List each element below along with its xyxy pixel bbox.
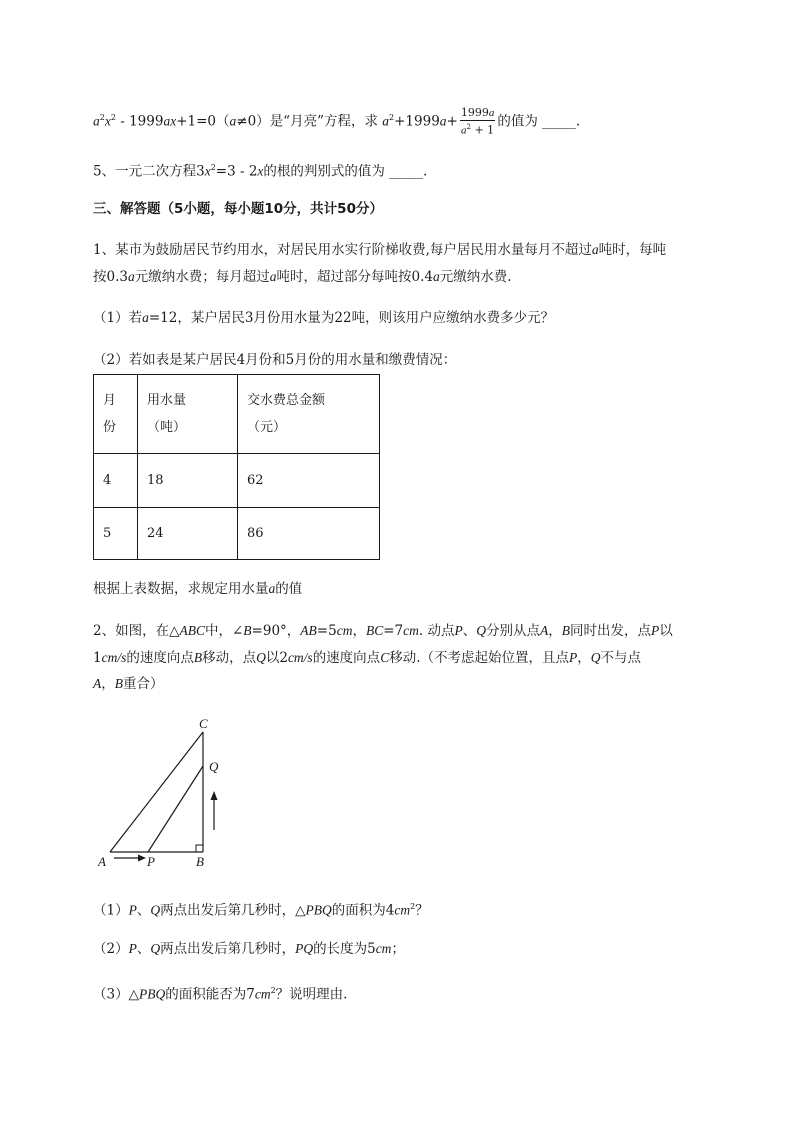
- var-a: a: [439, 113, 447, 129]
- text: 的值为 _____.: [497, 113, 581, 130]
- header-usage: [138, 375, 238, 454]
- text: 2、如图，在△: [93, 623, 180, 639]
- text: （2）: [93, 941, 129, 957]
- header-fee: [238, 375, 380, 454]
- text: =12，某户居民3月份用水量为22吨，则该用户应缴纳水费多少元？: [148, 310, 555, 326]
- segment-PQ: [148, 766, 203, 852]
- den-rest: + 1: [470, 123, 495, 137]
- text: ，: [352, 623, 366, 639]
- p2-line-1: [93, 621, 673, 641]
- text: 重合）: [123, 676, 164, 692]
- unit: cm: [403, 623, 419, 638]
- text: . 动点: [418, 623, 455, 639]
- var-a: a: [269, 269, 277, 284]
- superscript: 2: [270, 986, 276, 995]
- fraction: [460, 106, 496, 138]
- label-C: C: [199, 716, 208, 731]
- p1-sub2: （2）若如表是某户居民4月份和5月份的用水量和缴费情况：: [93, 352, 457, 368]
- text: 吨时，每吨: [598, 242, 667, 258]
- var: PQ: [295, 941, 314, 956]
- text: 两点出发后第几秒时，△: [160, 902, 306, 919]
- text: ？: [415, 902, 429, 919]
- header-text: 月: [103, 393, 117, 408]
- text: 根据上表数据，求规定用水量: [93, 581, 269, 597]
- text: 移动.（不考虑起始位置，且点: [389, 650, 569, 666]
- triangle-figure: [90, 712, 240, 872]
- text: 的速度向点: [312, 650, 381, 666]
- text: 的面积能否为7: [165, 986, 255, 1003]
- header-text: （元）: [247, 420, 287, 435]
- text: =5: [316, 623, 337, 639]
- text: 元缴纳水费；每月超过: [134, 269, 270, 285]
- text: ≠0）是“月亮”方程，求: [236, 113, 383, 130]
- cell-fee: 62: [238, 454, 380, 508]
- var-x: x: [204, 163, 211, 179]
- var: P: [569, 650, 578, 665]
- cell-month: 5: [94, 508, 138, 560]
- text: ，: [548, 623, 562, 639]
- var: A: [539, 623, 549, 638]
- text: =90°，: [251, 623, 301, 639]
- fraction-numerator: [460, 106, 496, 121]
- text: +1=0（: [176, 113, 230, 130]
- p1-sub1: [93, 308, 554, 328]
- arrow-p-head: [138, 855, 146, 862]
- p2-line-2: [93, 648, 641, 668]
- var: AB: [300, 623, 317, 638]
- table-header-row: [94, 375, 380, 454]
- cell-fee: 86: [238, 508, 380, 560]
- var: ABC: [179, 623, 205, 638]
- var: C: [380, 650, 390, 665]
- text: ，: [577, 650, 591, 666]
- text: 同时出发，点: [569, 623, 651, 639]
- text: 5、一元二次方程3: [93, 163, 205, 180]
- q4-line: [93, 106, 580, 138]
- label-B: B: [196, 854, 204, 869]
- text: 、: [136, 902, 151, 919]
- var: Q: [256, 650, 266, 665]
- text: ；: [391, 941, 405, 957]
- label-P: P: [147, 854, 155, 869]
- text: 吨时，超过部分每吨按0.4: [276, 269, 433, 285]
- unit: cm/s: [287, 650, 313, 665]
- var: Q: [150, 902, 161, 918]
- var-a: a: [488, 107, 495, 119]
- text: 不与点: [600, 650, 641, 666]
- text: =7: [383, 623, 404, 639]
- var-x: x: [170, 113, 177, 129]
- var-a: a: [268, 581, 276, 596]
- text: - 1999: [115, 113, 164, 130]
- superscript: 2: [99, 112, 105, 122]
- text: 移动，点: [202, 650, 257, 666]
- q5-line: [93, 158, 427, 182]
- text: 两点出发后第几秒时，: [160, 941, 296, 957]
- p2-sub1: [93, 897, 429, 921]
- var: B: [193, 650, 203, 665]
- text: 的根的判别式的值为 _____.: [263, 163, 428, 180]
- text: （3）△: [93, 986, 139, 1003]
- var-a: a: [461, 124, 467, 137]
- header-text: 交水费总金额: [247, 393, 326, 408]
- text: 的长度为5: [313, 941, 376, 957]
- table-row: [94, 508, 380, 560]
- section-heading: 三、解答题（5小题，每小题10分，共计50分）: [93, 201, 383, 217]
- var-x: x: [257, 163, 264, 179]
- text: 1、某市为鼓励居民节约用水，对居民用水实行阶梯收费,每户居民用水量每月不超过: [93, 242, 592, 258]
- p1-line-1: [93, 240, 666, 260]
- text: 的速度向点: [126, 650, 194, 666]
- var: PBQ: [305, 902, 332, 918]
- var: PBQ: [138, 986, 166, 1002]
- label-Q: Q: [209, 759, 219, 774]
- cell-usage: 18: [138, 454, 238, 508]
- num-digits: 1999: [460, 106, 489, 119]
- table-row: [94, 454, 380, 508]
- var-a: a: [93, 113, 100, 129]
- p2-line-3: [93, 674, 164, 694]
- cell-usage: 24: [138, 508, 238, 560]
- superscript: 2: [466, 123, 471, 131]
- superscript: 2: [210, 163, 216, 172]
- var-a: a: [163, 113, 171, 129]
- var-a: a: [591, 242, 599, 257]
- water-fee-table: [93, 374, 380, 560]
- arrow-q-head: [211, 791, 218, 800]
- p1-line-2: [93, 267, 512, 287]
- text: （1）若: [93, 310, 143, 326]
- header-text: 份: [103, 420, 117, 435]
- unit: cm/s: [101, 650, 127, 665]
- text: 1: [93, 650, 102, 666]
- var-a: a: [432, 269, 440, 284]
- label-A: A: [98, 854, 106, 869]
- var-a: a: [229, 113, 237, 129]
- var-a: a: [382, 113, 390, 129]
- segment-AC: [110, 732, 203, 852]
- superscript: 2: [410, 902, 416, 911]
- var-x: x: [104, 113, 111, 129]
- unit: cm: [394, 902, 411, 918]
- text: +1999: [394, 113, 440, 130]
- var: P: [650, 623, 660, 638]
- superscript: 2: [110, 112, 116, 122]
- var: Q: [590, 650, 601, 665]
- text: 的面积为4: [331, 902, 395, 919]
- var: B: [561, 623, 570, 638]
- cell-month: 4: [94, 454, 138, 508]
- text: 以2: [265, 650, 288, 666]
- text: 中，∠: [204, 623, 244, 639]
- var: B: [243, 623, 252, 638]
- var: A: [93, 676, 102, 691]
- text: =3 - 2: [215, 163, 258, 180]
- header-text: （吨）: [147, 420, 187, 435]
- text: ，: [101, 676, 115, 692]
- text: 的值: [275, 581, 303, 597]
- p1-after-table: [93, 579, 302, 599]
- text: 按0.3: [93, 269, 128, 285]
- p2-sub3: [93, 981, 347, 1005]
- header-text: 用水量: [147, 393, 187, 408]
- var-a: a: [142, 310, 149, 325]
- var: P: [454, 623, 463, 638]
- fraction-denominator: [460, 121, 496, 138]
- unit: cm: [254, 986, 271, 1002]
- var: Q: [150, 941, 161, 956]
- var: Q: [476, 623, 486, 638]
- var: P: [128, 902, 137, 918]
- var: B: [114, 676, 123, 691]
- text: 元缴纳水费.: [439, 269, 512, 285]
- header-month: [94, 375, 138, 454]
- p2-sub2: [93, 939, 405, 959]
- text: 分别从点: [485, 623, 540, 639]
- var: P: [128, 941, 137, 956]
- var-a: a: [127, 269, 135, 284]
- text: ？说明理由.: [275, 986, 348, 1003]
- superscript: 2: [389, 112, 395, 122]
- text: +: [446, 113, 458, 130]
- unit: cm: [375, 941, 392, 956]
- text: 、: [136, 941, 151, 957]
- unit: cm: [336, 623, 353, 638]
- text: 以: [659, 623, 673, 639]
- right-angle-mark: [196, 845, 203, 852]
- var: BC: [365, 623, 384, 638]
- text: （1）: [93, 902, 129, 919]
- text: 、: [462, 623, 477, 639]
